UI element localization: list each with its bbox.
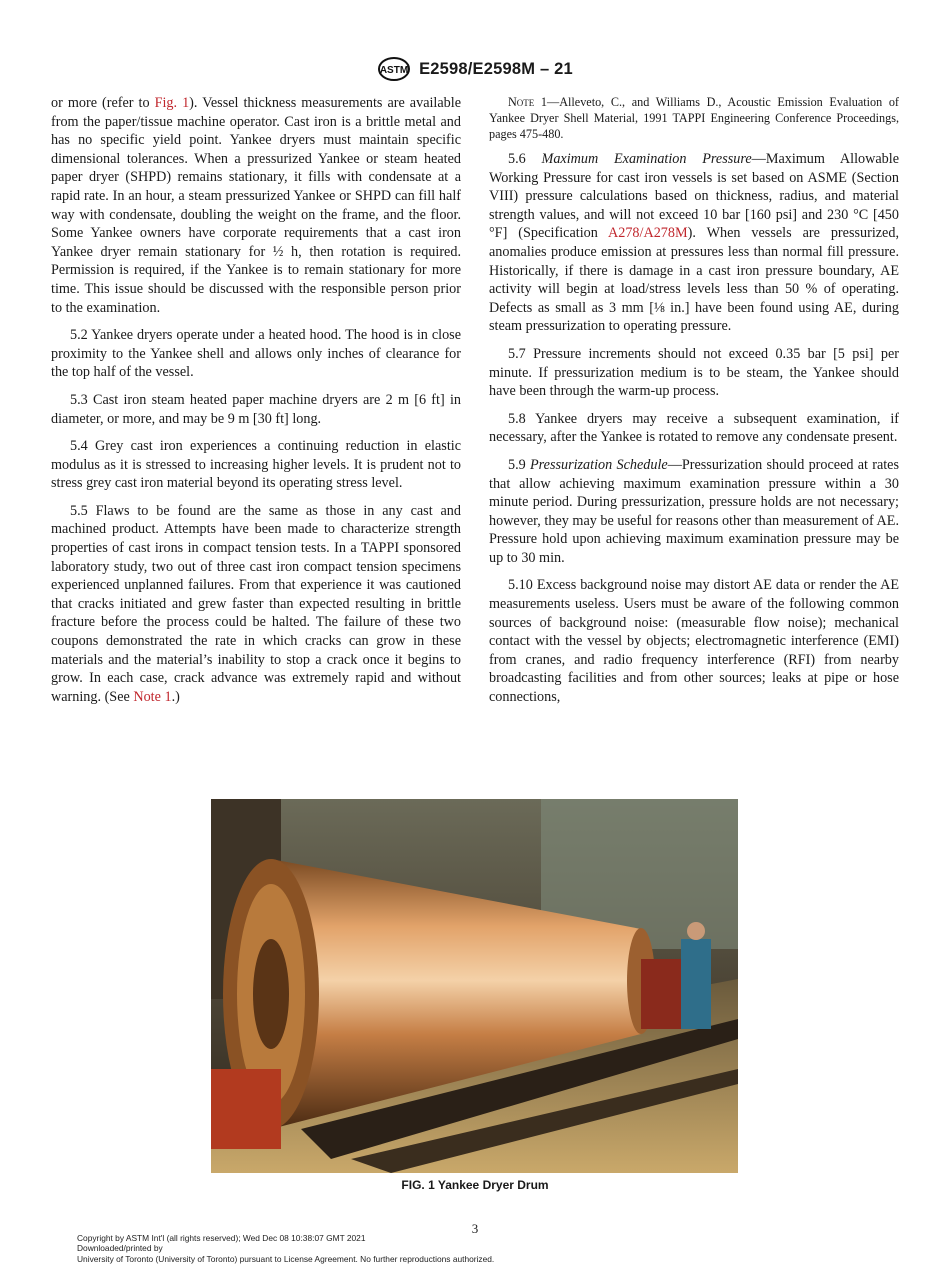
page-number: 3 bbox=[471, 1221, 479, 1236]
paragraph-5-3: 5.3 Cast iron steam heated paper machine dryers are 2 m [6 ft] in diameter, or more, and may be 9 m [30 ft] long. bbox=[51, 391, 461, 427]
footer-line-3: University of Toronto (University of Toronto) pursuant to License Agreement. No further reproductions authorized. bbox=[77, 1253, 495, 1264]
paragraph-5-9: 5.9 Pressurization Schedule—Pressurization should proceed at rates that allow achieving maximum examination pressure within a 30 minute period. During pressurization, pressure holds are not necessary; however, they may be useful for reasons other than measurement of AE. Pressure hold upon achieving maximum examination pressure may be up to 30 min. bbox=[489, 456, 899, 566]
paragraph-5-8: 5.8 Yankee dryers may receive a subsequent examination, if necessary, after the Yankee is rotated to remove any condensate present. bbox=[489, 410, 899, 446]
figure-caption: FIG. 1 Yankee Dryer Drum bbox=[401, 1178, 549, 1192]
note-1-link[interactable]: Note 1 bbox=[133, 688, 172, 705]
footer-line-2: Downloaded/printed by bbox=[77, 1243, 163, 1254]
spec-a278-link[interactable]: A278/A278M bbox=[608, 225, 688, 242]
fig-1-link[interactable]: Fig. 1 bbox=[154, 95, 190, 111]
footer-line-1: Copyright by ASTM Int'l (all rights reserved); Wed Dec 08 10:38:07 GMT 2021 bbox=[77, 1233, 366, 1243]
paragraph-5-10: 5.10 Excess background noise may distort AE data or render the AE measurements useless. Users must be aware of the following common sources of background noise: (measurable flow noise); mechanical contact with the vessel by objects; electromagnetic interference (EMI) from cranes, and radio frequency interference (RFI) from nearby broadcasting facilities and from other sources; leaks at pipe or hose connections, bbox=[489, 577, 899, 706]
photo-illustration bbox=[211, 799, 738, 1173]
standard-designation: E2598/E2598M – 21 bbox=[419, 59, 573, 78]
paragraph-5-5: 5.5 Flaws to be found are the same as those in any cast and machined product. Attempts have been made to characterize strength properties of cast irons in compact tension tests. In a TAPPI sponsored laboratory study, two out of three cast iron compact tension specimens experienced unplanned failures. From that experience it was cautioned that cracks initiated and grew faster than expected resulting in brittle fracture before the process could be halted. The failure of these two coupons demonstrated the rate in which cracks can grow in these materials and the material’s inability to stop a crack once it begins to grow. In each case, crack advance was extremely rapid and without warning. (See Note 1.) bbox=[51, 502, 461, 705]
page-header bbox=[0, 56, 950, 87]
term-pressurization-schedule: Pressurization Schedule bbox=[529, 456, 668, 473]
yankee-dryer-photo bbox=[211, 799, 738, 1173]
paragraph-5-4: 5.4 Grey cast iron experiences a continuing reduction in elastic modulus as it is stressed to increasing higher levels. It is prudent not to stress grey cast iron material beyond its operating stress level. bbox=[51, 438, 461, 492]
note-label: Note bbox=[508, 95, 535, 109]
note-1: Note 1—Alleveto, C., and Williams D., Acoustic Emission Evaluation of Yankee Dryer Shell Material, 1991 TAPPI Engineering Conference Proceedings, pages 475-480. bbox=[489, 95, 899, 141]
paragraph-5-7: 5.7 Pressure increments should not exceed 0.35 bar [5 psi] per minute. If pressurization medium is to be steam, the Yankee should have been through the warm-up process. bbox=[489, 345, 899, 400]
paragraph-5-6: 5.6 Maximum Examination Pressure—Maximum Allowable Working Pressure for cast iron vessels is set based on ASME (Section VIII) pressure calculations based on thickness, radius, and material strength values, and will not exceed 10 bar [160 psi] and 230 °C [450 °F] (Specification A278/A278M). When vessels are pressurized, anomalies produce emission at pressures less than normal fill pressure. Historically, if there is damage in a cast iron pressure boundary, AE activity will begin at load/stress levels less than 50 % of operating. Defects as small as 3 mm [⅛ in.] have been found using AE, during steam pressurization to operating pressure. bbox=[489, 151, 900, 335]
paragraph-5-2: 5.2 Yankee dryers operate under a heated hood. The hood is in close proximity to the Yankee shell and allows only inches of clearance for the top half of the vessel. bbox=[51, 327, 461, 381]
logo-text: ASTM bbox=[379, 65, 409, 76]
astm-logo-icon bbox=[377, 56, 411, 82]
left-column bbox=[51, 94, 461, 715]
paragraph-continued: or more (refer to Fig. 1). Vessel thickness measurements are available from the paper/tissue machine operator. Cast iron is a brittle metal and has no specific yield point. Yankee dryers must maintain specific dimensional tolerances. When a pressurized Yankee or steam heated paper dryer (SHPD) remains stationary, it fills with condensate at a rapid rate. In an hour, a steam pressurized Yankee or SHPD can fill half way with condensate, doubling the weight on the frame, and the floor. Some Yankee owners have corporate requirements that a cast iron Yankee dryer remain stationary for ½ h, then rotation is required. Permission is required, if the Yankee is to remain stationary for more time. This issue should be discussed with the responsible person prior to the examination. bbox=[51, 95, 461, 316]
term-max-exam-pressure: Maximum Examination Pressure bbox=[541, 151, 752, 167]
copyright-footer bbox=[77, 1233, 494, 1264]
right-column bbox=[489, 94, 899, 716]
